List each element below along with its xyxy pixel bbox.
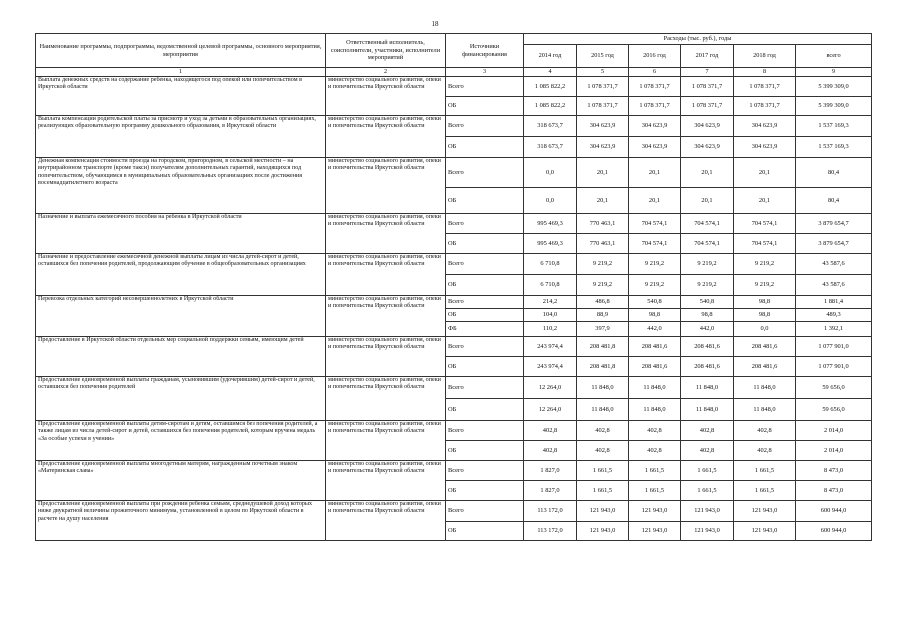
year-value-cell: 402,8	[524, 441, 577, 461]
header-year: 2016 год	[629, 45, 681, 68]
year-value-cell: 1 827,0	[524, 481, 577, 501]
year-value-cell: 12 264,0	[524, 377, 577, 399]
table-row	[36, 254, 872, 275]
funding-source-cell: Всего	[446, 214, 524, 234]
year-value-cell: 402,8	[734, 421, 796, 441]
year-value-cell: 1 078 371,7	[629, 77, 681, 97]
funding-source-cell: Всего	[446, 421, 524, 441]
year-value-cell: 121 943,0	[681, 501, 734, 522]
year-value-cell: 9 219,2	[577, 254, 629, 275]
funding-source-cell: Всего	[446, 337, 524, 357]
funding-source-cell: ОБ	[446, 481, 524, 501]
table-row	[36, 296, 872, 309]
executor-cell: министерство социального развития, опеки и попечительства Иркутской области	[326, 296, 446, 337]
total-value-cell: 59 656,0	[796, 377, 872, 399]
year-value-cell: 304 623,9	[734, 137, 796, 158]
total-value-cell: 600 944,0	[796, 522, 872, 541]
funding-source-cell: ОБ	[446, 275, 524, 296]
funding-source-cell: ОБ	[446, 188, 524, 214]
year-value-cell: 402,8	[734, 441, 796, 461]
total-value-cell: 59 656,0	[796, 399, 872, 421]
year-value-cell: 402,8	[524, 421, 577, 441]
year-value-cell: 98,8	[734, 309, 796, 322]
year-value-cell: 12 264,0	[524, 399, 577, 421]
year-value-cell: 770 463,1	[577, 214, 629, 234]
total-value-cell: 8 473,0	[796, 461, 872, 481]
year-value-cell: 304 623,9	[629, 116, 681, 137]
year-value-cell: 304 623,9	[681, 137, 734, 158]
program-name-cell: Назначение и предоставление ежемесячной денежной выплаты лицам из числа детей-сирот и детей, оставшихся без попечения родителей, продолжающим обучение в общеобразовательных организациях	[36, 254, 326, 296]
year-value-cell: 1 078 371,7	[577, 77, 629, 97]
executor-cell: министерство социального развития, опеки и попечительства Иркутской области	[326, 254, 446, 296]
executor-cell: министерство социального развития, опеки и попечительства Иркутской области	[326, 377, 446, 421]
total-value-cell: 1 077 901,0	[796, 337, 872, 357]
total-value-cell: 5 399 309,0	[796, 97, 872, 116]
year-value-cell: 402,8	[629, 441, 681, 461]
year-value-cell: 402,8	[681, 441, 734, 461]
header-total: всего	[796, 45, 872, 68]
year-value-cell: 9 219,2	[629, 275, 681, 296]
program-name-cell: Предоставление в Иркутской области отдельных мер социальной поддержки семьям, имеющим детей	[36, 337, 326, 377]
year-value-cell: 1 661,5	[734, 481, 796, 501]
program-name-cell: Выплата денежных средств на содержание ребенка, находящегося под опекой или попечительством в Иркутской области	[36, 77, 326, 116]
year-value-cell: 995 469,3	[524, 234, 577, 254]
year-value-cell: 11 848,0	[681, 399, 734, 421]
total-value-cell: 8 473,0	[796, 481, 872, 501]
year-value-cell: 9 219,2	[734, 275, 796, 296]
table-body	[36, 77, 872, 541]
year-value-cell: 88,9	[577, 309, 629, 322]
year-value-cell: 110,2	[524, 322, 577, 337]
year-value-cell: 11 848,0	[734, 377, 796, 399]
year-value-cell: 208 481,6	[734, 337, 796, 357]
column-index: 1	[36, 68, 326, 77]
funding-source-cell: ОБ	[446, 309, 524, 322]
total-value-cell: 1 537 169,3	[796, 116, 872, 137]
year-value-cell: 20,1	[681, 188, 734, 214]
year-value-cell: 402,8	[577, 421, 629, 441]
year-value-cell: 98,8	[629, 309, 681, 322]
funding-source-cell: Всего	[446, 501, 524, 522]
total-value-cell: 80,4	[796, 158, 872, 188]
funding-source-cell: Всего	[446, 77, 524, 97]
year-value-cell: 121 943,0	[629, 501, 681, 522]
year-value-cell: 1 078 371,7	[734, 77, 796, 97]
year-value-cell: 9 219,2	[681, 254, 734, 275]
year-value-cell: 704 574,1	[681, 234, 734, 254]
total-value-cell: 1 077 901,0	[796, 357, 872, 377]
year-value-cell: 995 469,3	[524, 214, 577, 234]
program-name-cell: Назначение и выплата ежемесячного пособия на ребенка в Иркутской области	[36, 214, 326, 254]
year-value-cell: 11 848,0	[681, 377, 734, 399]
year-value-cell: 304 623,9	[734, 116, 796, 137]
year-value-cell: 1 078 371,7	[734, 97, 796, 116]
column-index: 8	[734, 68, 796, 77]
year-value-cell: 20,1	[629, 188, 681, 214]
year-value-cell: 1 078 371,7	[681, 97, 734, 116]
executor-cell: министерство социального развития, опеки и попечительства Иркутской области	[326, 461, 446, 501]
year-value-cell: 208 481,6	[681, 337, 734, 357]
year-value-cell: 214,2	[524, 296, 577, 309]
column-index: 7	[681, 68, 734, 77]
total-value-cell: 3 879 654,7	[796, 214, 872, 234]
year-value-cell: 20,1	[629, 158, 681, 188]
program-name-cell: Предоставление единовременной выплаты гражданам, усыновившим (удочерившим) детей-сирот и детей, оставшихся без попечения родителей	[36, 377, 326, 421]
year-value-cell: 304 623,9	[681, 116, 734, 137]
year-value-cell: 208 481,6	[629, 357, 681, 377]
year-value-cell: 0,0	[734, 322, 796, 337]
year-value-cell: 704 574,1	[629, 234, 681, 254]
table-row	[36, 421, 872, 441]
funding-source-cell: ОБ	[446, 522, 524, 541]
year-value-cell: 9 219,2	[629, 254, 681, 275]
header-year: 2018 год	[734, 45, 796, 68]
year-value-cell: 11 848,0	[734, 399, 796, 421]
total-value-cell: 5 399 309,0	[796, 77, 872, 97]
year-value-cell: 20,1	[577, 188, 629, 214]
table-row	[36, 461, 872, 481]
program-name-cell: Выплата компенсации родительской платы за присмотр и уход за детьми в образовательных организациях, реализующих образовательную программу дошкольного образования, в Иркутской области	[36, 116, 326, 158]
year-value-cell: 1 661,5	[734, 461, 796, 481]
year-value-cell: 704 574,1	[734, 214, 796, 234]
column-index: 6	[629, 68, 681, 77]
year-value-cell: 1 085 822,2	[524, 77, 577, 97]
year-value-cell: 208 481,6	[734, 357, 796, 377]
expenditure-table	[35, 33, 872, 541]
column-index: 3	[446, 68, 524, 77]
table-row	[36, 158, 872, 188]
executor-cell: министерство социального развития, опеки и попечительства Иркутской области	[326, 77, 446, 116]
year-value-cell: 9 219,2	[734, 254, 796, 275]
year-value-cell: 486,8	[577, 296, 629, 309]
total-value-cell: 600 944,0	[796, 501, 872, 522]
year-value-cell: 540,8	[681, 296, 734, 309]
year-value-cell: 243 974,4	[524, 357, 577, 377]
column-index: 2	[326, 68, 446, 77]
executor-cell: министерство социального развития, опеки и попечительства Иркутской области	[326, 214, 446, 254]
total-value-cell: 43 587,6	[796, 254, 872, 275]
column-index: 4	[524, 68, 577, 77]
table-row	[36, 116, 872, 137]
year-value-cell: 113 172,0	[524, 501, 577, 522]
executor-cell: министерство социального развития, опеки и попечительства Иркутской области	[326, 158, 446, 214]
year-value-cell: 121 943,0	[734, 522, 796, 541]
year-value-cell: 1 661,5	[681, 481, 734, 501]
program-name-cell: Предоставление единовременной выплаты при рождении ребенка семьям, среднедушевой доход которых ниже двукратной величины прожиточного минимума, установленной в целом по Иркутской области в расчете на душу населения	[36, 501, 326, 541]
total-value-cell: 2 014,0	[796, 441, 872, 461]
funding-source-cell: ОБ	[446, 234, 524, 254]
column-index: 5	[577, 68, 629, 77]
table-row	[36, 77, 872, 97]
year-value-cell: 0,0	[524, 188, 577, 214]
year-value-cell: 318 673,7	[524, 116, 577, 137]
year-value-cell: 304 623,9	[577, 116, 629, 137]
header-expenses: Расходы (тыс. руб.), годы	[524, 34, 872, 45]
year-value-cell: 121 943,0	[577, 501, 629, 522]
year-value-cell: 98,8	[734, 296, 796, 309]
year-value-cell: 402,8	[577, 441, 629, 461]
year-value-cell: 397,9	[577, 322, 629, 337]
program-name-cell: Предоставление единовременной выплаты детям-сиротам и детям, оставшимся без попечения родителей, а также лицам из числа детей-сирот и детей, оставшихся без попечения родителей, которым вручена медаль «За особые успехи в учении»	[36, 421, 326, 461]
year-value-cell: 402,8	[629, 421, 681, 441]
funding-source-cell: ОБ	[446, 357, 524, 377]
year-value-cell: 20,1	[734, 188, 796, 214]
year-value-cell: 1 078 371,7	[577, 97, 629, 116]
funding-source-cell: Всего	[446, 158, 524, 188]
header-program-name: Наименование программы, подпрограммы, ведомственной целевой программы, основного мероприятия, мероприятия	[36, 34, 326, 68]
table-row	[36, 337, 872, 357]
year-value-cell: 104,0	[524, 309, 577, 322]
header-year: 2017 год	[681, 45, 734, 68]
year-value-cell: 0,0	[524, 158, 577, 188]
year-value-cell: 11 848,0	[629, 399, 681, 421]
table-row	[36, 377, 872, 399]
year-value-cell: 11 848,0	[629, 377, 681, 399]
year-value-cell: 113 172,0	[524, 522, 577, 541]
year-value-cell: 770 463,1	[577, 234, 629, 254]
year-value-cell: 304 623,9	[629, 137, 681, 158]
total-value-cell: 80,4	[796, 188, 872, 214]
funding-source-cell: ОБ	[446, 137, 524, 158]
header-executor: Ответственный исполнитель, соисполнители, участники, исполнители мероприятий	[326, 34, 446, 68]
year-value-cell: 402,8	[681, 421, 734, 441]
year-value-cell: 1 661,5	[681, 461, 734, 481]
year-value-cell: 1 661,5	[629, 461, 681, 481]
program-name-cell: Предоставление единовременной выплаты многодетным матерям, награжденным почетным знаком «Материнская слава»	[36, 461, 326, 501]
table-row	[36, 214, 872, 234]
funding-source-cell: ОБ	[446, 97, 524, 116]
total-value-cell: 1 881,4	[796, 296, 872, 309]
year-value-cell: 6 710,8	[524, 254, 577, 275]
year-value-cell: 243 974,4	[524, 337, 577, 357]
program-name-cell: Денежная компенсация стоимости проезда на городском, пригородном, в сельской местности – на внутрирайонном транспорте (кроме такси) получателям дополнительных гарантий, находящихся под попечительством, обучающимся в муниципальных образовательных организациях после достижения восемнадцатилетнего возраста	[36, 158, 326, 214]
year-value-cell: 1 827,0	[524, 461, 577, 481]
year-value-cell: 9 219,2	[681, 275, 734, 296]
year-value-cell: 121 943,0	[577, 522, 629, 541]
year-value-cell: 6 710,8	[524, 275, 577, 296]
executor-cell: министерство социального развития, опеки и попечительства Иркутской области	[326, 501, 446, 541]
executor-cell: министерство социального развития, опеки и попечительства Иркутской области	[326, 116, 446, 158]
year-value-cell: 540,8	[629, 296, 681, 309]
year-value-cell: 1 661,5	[577, 481, 629, 501]
year-value-cell: 20,1	[681, 158, 734, 188]
year-value-cell: 1 078 371,7	[629, 97, 681, 116]
page-number: 18	[431, 20, 439, 28]
funding-source-cell: ОБ	[446, 441, 524, 461]
funding-source-cell: Всего	[446, 116, 524, 137]
header-funding-source: Источники финансирования	[446, 34, 524, 68]
year-value-cell: 1 085 822,2	[524, 97, 577, 116]
executor-cell: министерство социального развития, опеки и попечительства Иркутской области	[326, 337, 446, 377]
year-value-cell: 442,0	[681, 322, 734, 337]
year-value-cell: 208 481,6	[629, 337, 681, 357]
year-value-cell: 442,0	[629, 322, 681, 337]
program-name-cell: Перевозка отдельных категорий несовершеннолетних в Иркутской области	[36, 296, 326, 337]
total-value-cell: 489,3	[796, 309, 872, 322]
year-value-cell: 208 481,8	[577, 357, 629, 377]
executor-cell: министерство социального развития, опеки и попечительства Иркутской области	[326, 421, 446, 461]
year-value-cell: 208 481,6	[681, 357, 734, 377]
year-value-cell: 318 673,7	[524, 137, 577, 158]
year-value-cell: 11 848,0	[577, 399, 629, 421]
year-value-cell: 304 623,9	[577, 137, 629, 158]
year-value-cell: 121 943,0	[681, 522, 734, 541]
year-value-cell: 1 661,5	[629, 481, 681, 501]
header-year: 2015 год	[577, 45, 629, 68]
year-value-cell: 20,1	[577, 158, 629, 188]
table-row	[36, 501, 872, 522]
year-value-cell: 121 943,0	[629, 522, 681, 541]
funding-source-cell: Всего	[446, 461, 524, 481]
year-value-cell: 704 574,1	[734, 234, 796, 254]
column-index: 9	[796, 68, 872, 77]
total-value-cell: 43 587,6	[796, 275, 872, 296]
total-value-cell: 1 537 169,3	[796, 137, 872, 158]
year-value-cell: 98,8	[681, 309, 734, 322]
year-value-cell: 121 943,0	[734, 501, 796, 522]
funding-source-cell: Всего	[446, 377, 524, 399]
year-value-cell: 208 481,8	[577, 337, 629, 357]
year-value-cell: 1 661,5	[577, 461, 629, 481]
year-value-cell: 20,1	[734, 158, 796, 188]
funding-source-cell: ФБ	[446, 322, 524, 337]
year-value-cell: 704 574,1	[681, 214, 734, 234]
header-year: 2014 год	[524, 45, 577, 68]
year-value-cell: 11 848,0	[577, 377, 629, 399]
year-value-cell: 1 078 371,7	[681, 77, 734, 97]
year-value-cell: 9 219,2	[577, 275, 629, 296]
total-value-cell: 1 392,1	[796, 322, 872, 337]
total-value-cell: 2 014,0	[796, 421, 872, 441]
total-value-cell: 3 879 654,7	[796, 234, 872, 254]
year-value-cell: 704 574,1	[629, 214, 681, 234]
funding-source-cell: Всего	[446, 296, 524, 309]
funding-source-cell: Всего	[446, 254, 524, 275]
funding-source-cell: ОБ	[446, 399, 524, 421]
